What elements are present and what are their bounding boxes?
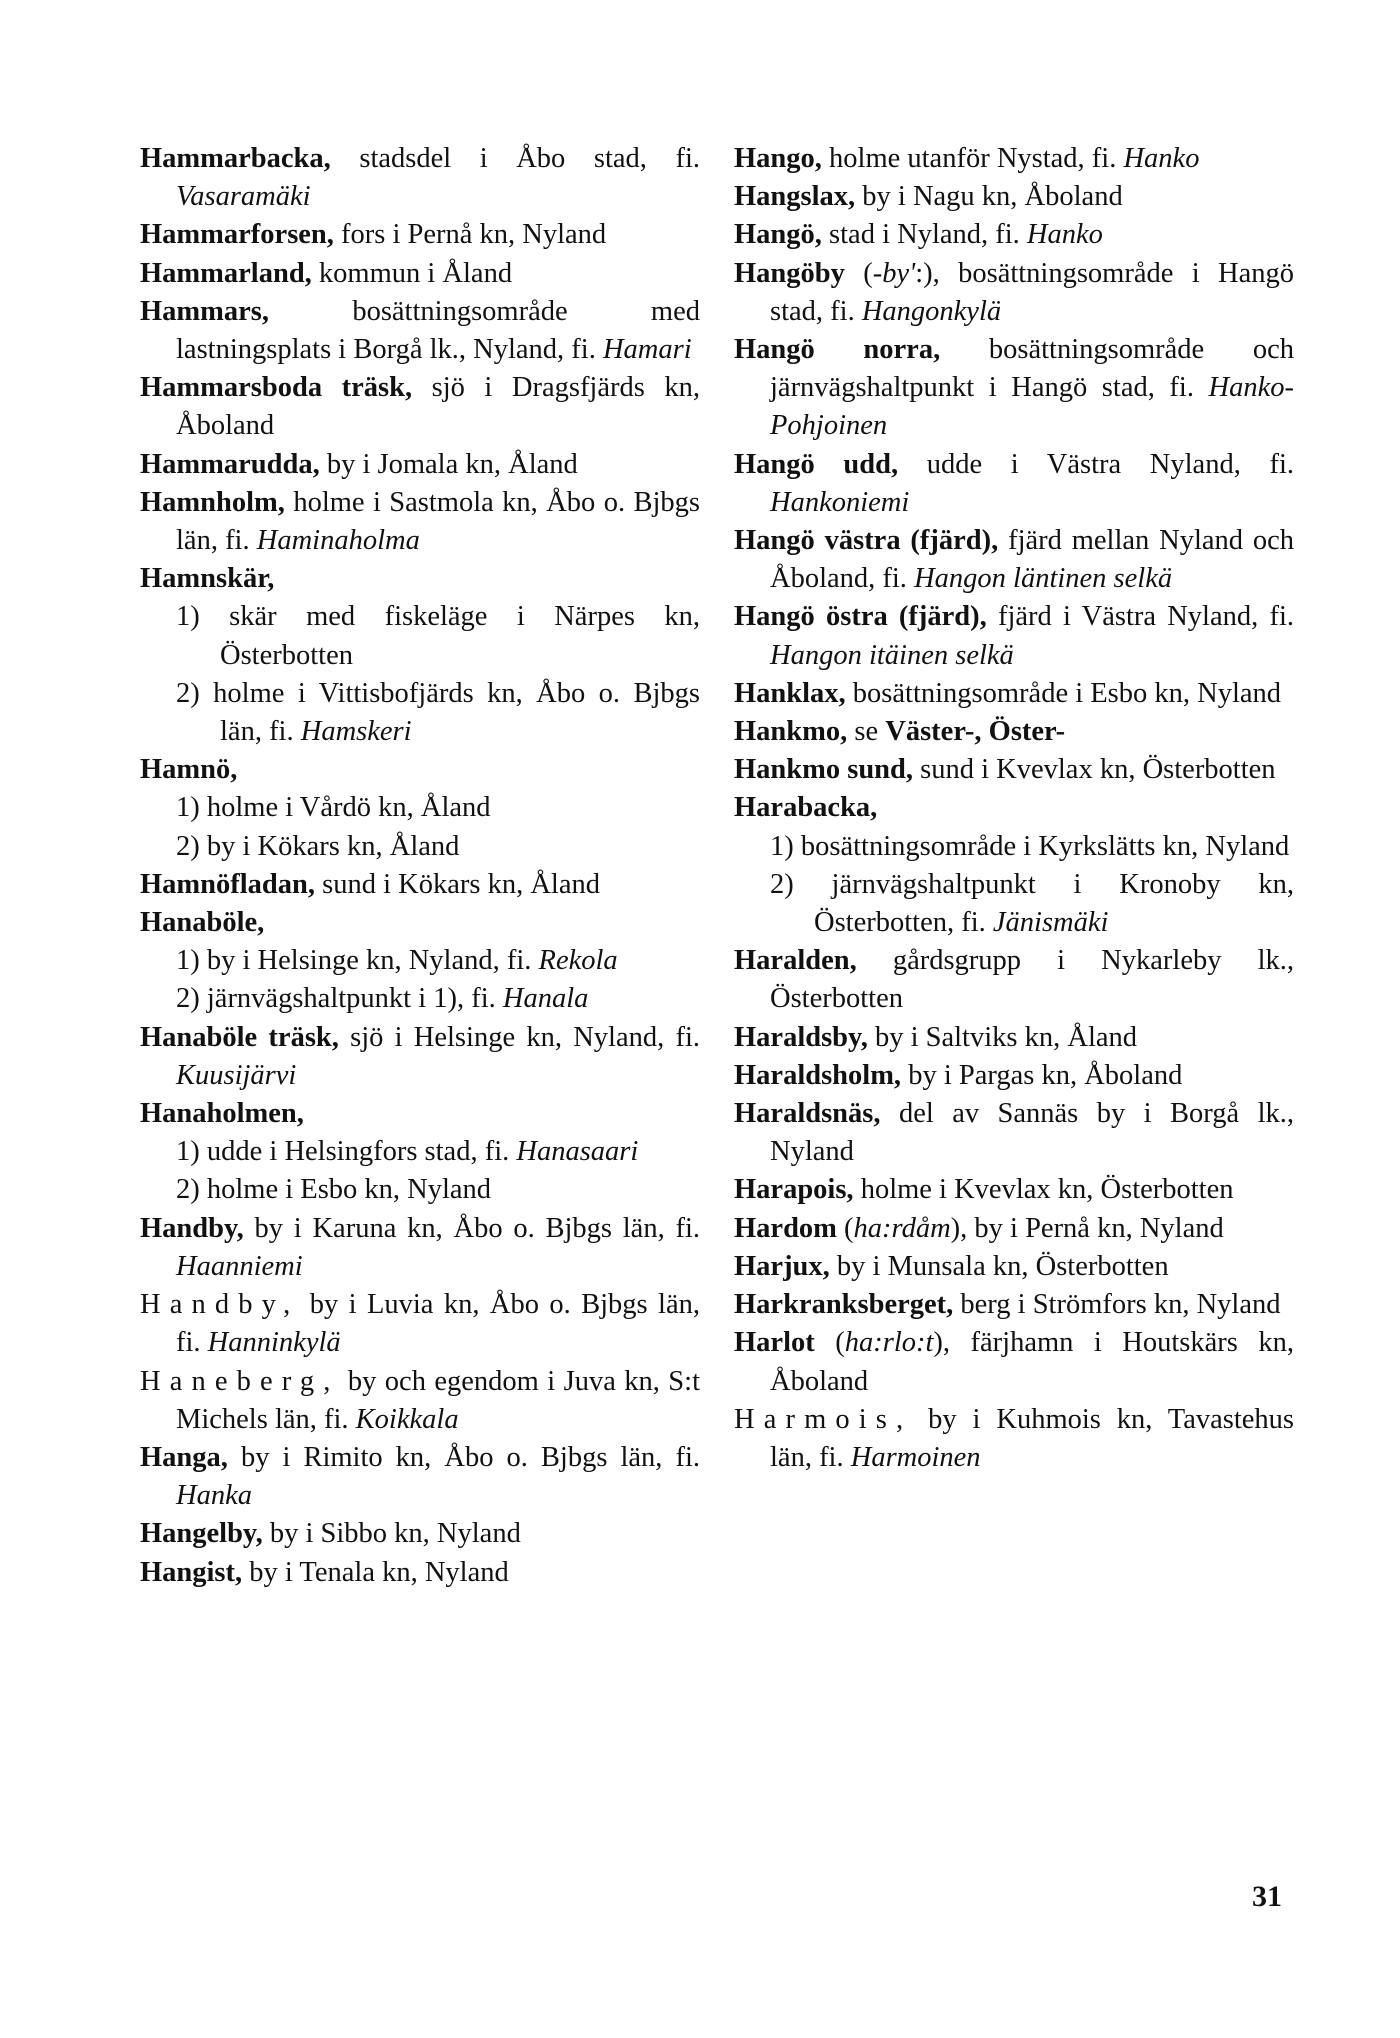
sense-text: holme i Vittisbofjärds kn, Åbo o. Bjbgs län, fi. (199, 677, 700, 748)
entry-text: :), bosättningsområde i Hangö stad, fi. (770, 257, 1294, 327)
sense-finnish-name: Jänismäki (992, 907, 1109, 939)
entry-finnish-name: Hangonkylä (861, 295, 1002, 327)
entry-headword: Hammarforsen, (140, 219, 334, 251)
entry-finnish-name: Kuusijärvi (176, 1059, 297, 1091)
entry-headword: Hammarbacka, (140, 143, 331, 174)
sense-finnish-name: Rekola (538, 945, 618, 977)
entry-cross-reference: Väster-, Öster- (885, 716, 1066, 748)
entry-headword: Handby, (140, 1212, 244, 1244)
sense-text: holme i Vårdö kn, Åland (199, 792, 491, 824)
entry-headword: Harapois, (734, 1174, 854, 1206)
entry-text: ( (836, 1212, 854, 1244)
sense-finnish-name: Hanasaari (516, 1136, 639, 1168)
entry-headword: Hango, (734, 143, 822, 174)
entry-sense (734, 866, 1294, 942)
entry-headword: Hanaböle träsk, (140, 1021, 339, 1053)
entry-text: bosättningsområde och järnvägshaltpunkt i Hangö stad, fi. (770, 334, 1294, 404)
dictionary-entry (734, 1248, 1294, 1286)
entry-headword: Hangöby (734, 257, 845, 289)
sense-number: 2) (176, 830, 200, 862)
entry-text: ( (844, 257, 873, 289)
page-number: 31 (1252, 1880, 1282, 1913)
sense-finnish-name: Hamskeri (300, 716, 412, 748)
entry-finnish-name: Hanko (1026, 219, 1103, 251)
sense-text: by i Kökars kn, Åland (199, 830, 460, 862)
entry-headword: Hammarland, (140, 257, 312, 289)
dictionary-entry (140, 1286, 700, 1362)
sense-number: 1) (176, 945, 200, 977)
sense-text: bosättningsområde i Kyrkslätts kn, Nyland (793, 830, 1290, 862)
entry-text: sund i Kökars kn, Åland (315, 868, 600, 900)
entry-text: stadsdel i Åbo stad, fi. (330, 143, 700, 174)
dictionary-entry (734, 255, 1294, 331)
entry-finnish-name: Harmoinen (850, 1441, 981, 1473)
dictionary-entry (734, 1171, 1294, 1209)
entry-text: by i Kuhmois kn, Tavastehus län, fi. (770, 1403, 1294, 1473)
entry-headword: Hammars, (140, 295, 270, 327)
entry-finnish-name: ha:rdåm (853, 1212, 951, 1244)
sense-text: järnvägshaltpunkt i Kronoby kn, Österbotten, fi. (793, 868, 1294, 939)
dictionary-entry (734, 713, 1294, 751)
dictionary-entry (140, 255, 700, 293)
left-column (140, 140, 700, 1592)
dictionary-entry (140, 751, 700, 789)
dictionary-entry (140, 904, 700, 942)
entry-text: by i Saltviks kn, Åland (867, 1021, 1138, 1053)
entry-finnish-name: Haanniemi (176, 1250, 303, 1282)
entry-text: fors i Pernå kn, Nyland (333, 219, 607, 251)
entry-headword: Hanaholmen, (140, 1098, 304, 1130)
right-column (734, 140, 1294, 1477)
entry-text: by i Jomala kn, Åland (319, 448, 578, 480)
entry-headword: Hammarsboda träsk, (140, 372, 413, 404)
entry-text: fjärd i Västra Nyland, fi. (986, 601, 1294, 633)
dictionary-entry (140, 446, 700, 484)
sense-text: by i Helsinge kn, Nyland, fi. (199, 945, 539, 977)
entry-sense (140, 1171, 700, 1209)
dictionary-entry (734, 789, 1294, 827)
sense-number: 2) (176, 1174, 200, 1206)
entry-headword: Harkranksberget, (734, 1289, 954, 1321)
entry-finnish-name: Hanka (176, 1480, 252, 1512)
dictionary-entry (140, 1210, 700, 1286)
dictionary-entry (734, 1019, 1294, 1057)
entry-finnish-name: Hamari (602, 334, 692, 366)
entry-text: ), by i Pernå kn, Nyland (950, 1212, 1224, 1244)
dictionary-entry (734, 216, 1294, 254)
entry-text: sjö i Helsinge kn, Nyland, fi. (338, 1021, 700, 1053)
entry-finnish-name: Hanninkylä (207, 1327, 341, 1359)
entry-text: del av Sannäs by i Borgå lk., Nyland (770, 1098, 1294, 1168)
entry-text: by och egendom i Juva kn, S:t Michels län, fi. (176, 1365, 700, 1435)
sense-finnish-name: Hanala (502, 983, 589, 1015)
entry-text: udde i Västra Nyland, fi. (898, 448, 1294, 480)
entry-headword: Hamnöfladan, (140, 868, 315, 900)
entry-finnish-name: Hangon läntinen selkä (914, 563, 1173, 595)
sense-number: 2) (176, 677, 200, 709)
entry-headword: Haraldsby, (734, 1021, 868, 1053)
entry-text: ), färjhamn i Houtskärs kn, Åboland (770, 1327, 1294, 1397)
entry-headword: Hanklax, (734, 677, 846, 709)
dictionary-entry (734, 675, 1294, 713)
entry-text: by i Sibbo kn, Nyland (262, 1518, 521, 1550)
entry-headword: Harabacka, (734, 792, 878, 824)
sense-number: 1) (176, 1136, 200, 1168)
sense-text: holme i Esbo kn, Nyland (199, 1174, 492, 1206)
dictionary-entry (734, 1286, 1294, 1324)
entry-sense (140, 980, 700, 1018)
entry-text: by i Rimito kn, Åbo o. Bjbgs län, fi. (227, 1441, 700, 1473)
entry-text: stad i Nyland, fi. (821, 219, 1027, 251)
entry-finnish-name: ha:rlo:t (844, 1327, 934, 1359)
sense-text: järnvägshaltpunkt i 1), fi. (199, 983, 503, 1015)
entry-finnish-name: Koikkala (355, 1403, 459, 1435)
entry-headword: Hangö västra (fjärd), (734, 525, 999, 557)
dictionary-entry (140, 866, 700, 904)
entry-text: ( (814, 1327, 845, 1359)
dictionary-entry (734, 1324, 1294, 1400)
dictionary-entry (140, 1439, 700, 1515)
entry-headword: Haralden, (734, 945, 857, 977)
entry-headword: Haraldsnäs, (734, 1098, 881, 1130)
dictionary-entry (140, 1363, 700, 1439)
entry-headword: Hanaböle, (140, 907, 265, 939)
entry-headword-spaced: Harmois, (734, 1403, 913, 1435)
dictionary-entry (734, 178, 1294, 216)
entry-finnish-name: Hankoniemi (770, 486, 910, 518)
entry-text: kommun i Åland (311, 257, 513, 289)
entry-sense (140, 598, 700, 674)
dictionary-entry (140, 560, 700, 598)
dictionary-entry (140, 1095, 700, 1133)
entry-text: holme utanför Nystad, fi. (821, 143, 1124, 174)
entry-headword: Hanga, (140, 1441, 228, 1473)
entry-headword: Hammarudda, (140, 448, 320, 480)
entry-text: bosättningsområde i Esbo kn, Nyland (845, 677, 1282, 709)
entry-text: holme i Kvevlax kn, Österbotten (853, 1174, 1234, 1206)
dictionary-entry (140, 1515, 700, 1553)
entry-text: by i Munsala kn, Österbotten (829, 1250, 1169, 1282)
sense-number: 2) (176, 983, 200, 1015)
entry-text: sund i Kvevlax kn, Österbotten (913, 754, 1276, 786)
entry-headword: Harlot (734, 1327, 815, 1359)
entry-sense (140, 828, 700, 866)
entry-text: se (847, 716, 886, 748)
sense-number: 1) (770, 830, 794, 862)
dictionary-entry (734, 1401, 1294, 1477)
entry-headword-spaced: Handby, (140, 1289, 300, 1321)
entry-text: berg i Strömfors kn, Nyland (953, 1289, 1281, 1321)
entry-finnish-name: Vasaramäki (176, 181, 311, 213)
entry-headword-spaced: Haneberg, (140, 1365, 340, 1397)
entry-headword: Haraldsholm, (734, 1059, 902, 1091)
sense-number: 1) (176, 601, 200, 633)
entry-sense (140, 942, 700, 980)
entry-headword: Hankmo sund, (734, 754, 914, 786)
dictionary-entry (140, 216, 700, 254)
entry-text: gårdsgrupp i Nykarleby lk., Österbotten (770, 945, 1294, 1015)
entry-text: holme i Sastmola kn, Åbo o. Bjbgs län, fi. (176, 486, 700, 557)
entry-text: fjärd mellan Nyland och Åboland, fi. (770, 525, 1295, 595)
entry-headword: Hangö udd, (734, 448, 899, 480)
entry-finnish-name: Hanko (1123, 143, 1200, 174)
sense-text: skär med fiskeläge i Närpes kn, Österbotten (199, 601, 700, 671)
entry-finnish-name: Hangon itäinen selkä (770, 639, 1014, 671)
entry-headword: Hamnskär, (140, 563, 275, 595)
dictionary-entry (734, 1095, 1294, 1171)
entry-text: by i Nagu kn, Åboland (855, 181, 1123, 213)
entry-sense (734, 828, 1294, 866)
entry-finnish-name: Hanko-Pohjoinen (770, 372, 1294, 442)
entry-text: by i Tenala kn, Nyland (242, 1556, 509, 1588)
dictionary-entry (734, 522, 1294, 598)
entry-text: by i Karuna kn, Åbo o. Bjbgs län, fi. (243, 1212, 700, 1244)
dictionary-entry (140, 140, 700, 216)
sense-number: 2) (770, 868, 794, 900)
entry-headword: Hangö, (734, 219, 822, 251)
dictionary-entry (734, 331, 1294, 446)
dictionary-entry (734, 942, 1294, 1018)
dictionary-entry (140, 369, 700, 445)
entry-headword: Hankmo, (734, 716, 848, 748)
dictionary-entry (734, 598, 1294, 674)
dictionary-entry (140, 1554, 700, 1592)
dictionary-entry (734, 1210, 1294, 1248)
entry-text: sjö i Dragsfjärds kn, Åboland (176, 372, 700, 442)
entry-text: by i Luvia kn, Åbo o. Bjbgs län, fi. (176, 1289, 700, 1359)
entry-headword: Harjux, (734, 1250, 830, 1282)
dictionary-entry (734, 140, 1294, 178)
sense-number: 1) (176, 792, 200, 824)
dictionary-entry (734, 446, 1294, 522)
entry-headword: Hamnö, (140, 754, 238, 786)
entry-sense (140, 675, 700, 751)
entry-headword: Hangö östra (fjärd), (734, 601, 987, 633)
dictionary-entry (734, 751, 1294, 789)
entry-text: bosättningsområde med lastningsplats i Borgå lk., Nyland, fi. (176, 295, 700, 366)
dictionary-entry (140, 1019, 700, 1095)
dictionary-entry (734, 1057, 1294, 1095)
entry-headword: Hangslax, (734, 181, 856, 213)
entry-headword: Hardom (734, 1212, 837, 1244)
dictionary-entry (140, 293, 700, 369)
entry-finnish-name: Haminaholma (256, 525, 420, 557)
entry-headword: Hangist, (140, 1556, 243, 1588)
dictionary-entry (140, 484, 700, 560)
sense-text: udde i Helsingfors stad, fi. (199, 1136, 517, 1168)
entry-headword: Hangö norra, (734, 334, 941, 366)
entry-headword: Hamnholm, (140, 486, 285, 518)
entry-finnish-name: -by' (872, 257, 916, 289)
entry-text: by i Pargas kn, Åboland (901, 1059, 1183, 1091)
entry-sense (140, 789, 700, 827)
entry-sense (140, 1133, 700, 1171)
entry-headword: Hangelby, (140, 1518, 263, 1550)
